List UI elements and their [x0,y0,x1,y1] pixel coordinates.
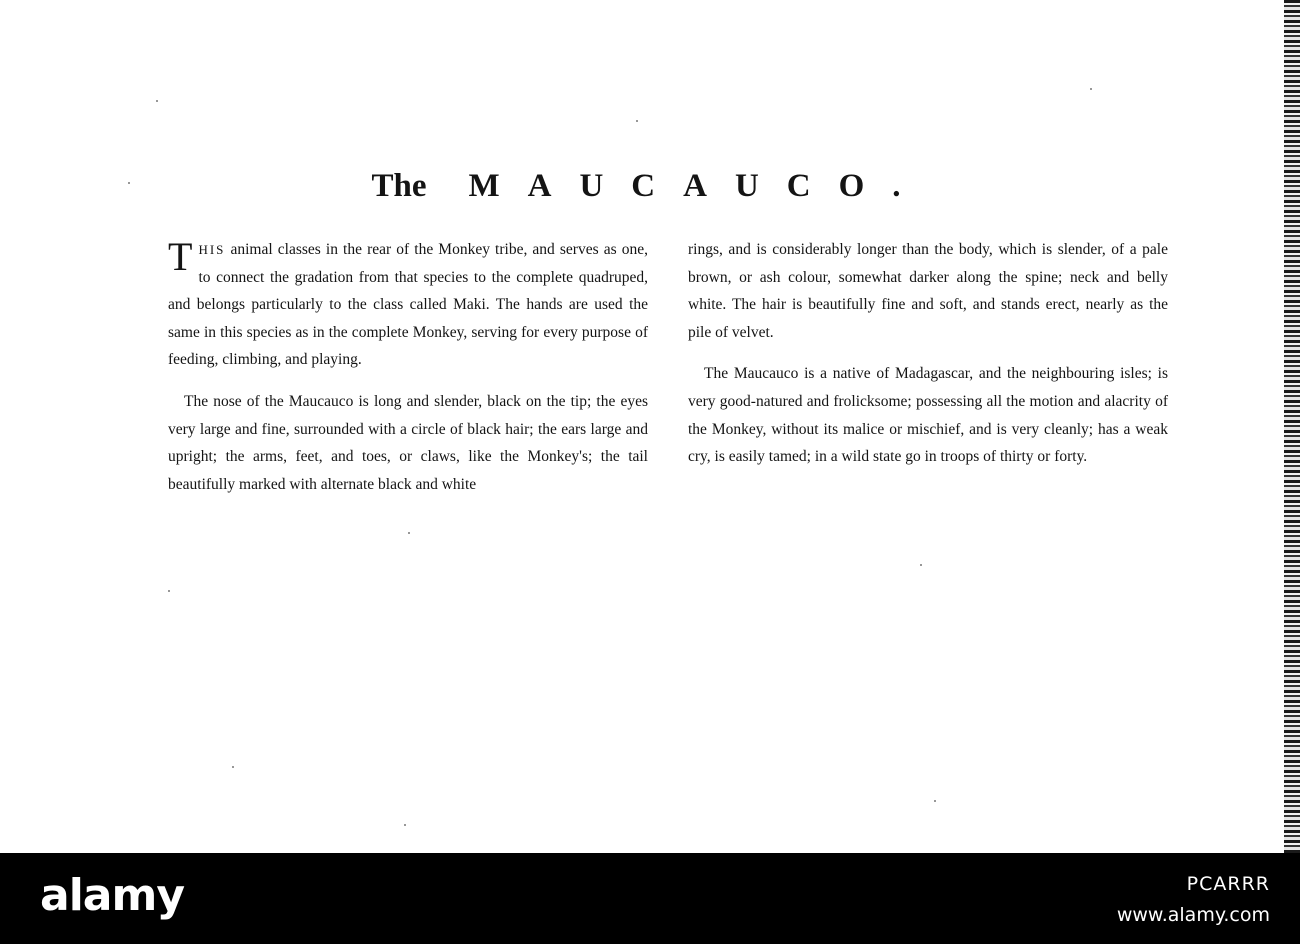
paper-speck [168,590,170,592]
decorative-page-edge [1284,0,1300,853]
title-prefix: The [371,168,427,204]
right-column [688,236,1168,471]
page-title [0,164,1300,208]
paper-speck [1090,88,1092,90]
paper-speck [636,120,638,122]
paper-speck [128,182,130,184]
left-paragraph-1 [168,236,648,374]
watermark-url: www.alamy.com [1116,904,1270,926]
image-id: PCARRR [1186,873,1270,895]
drop-cap: T [168,234,193,279]
left-paragraph-2: The nose of the Maucauco is long and slender, black on the tip; the eyes very large and fine, surrounded with a circle of black hair; the ears large and upright; the arms, feet, and toes, or claws, like the Monkey's; the tail beautifully marked with alternate black and white [168,392,648,493]
watermark-logo: alamy [40,870,184,921]
left-paragraph-1-text: animal classes in the rear of the Monkey tribe, and serves as one, to connect the gradation from that species to the complete quadruped, and belongs particularly to the class called Maki. The hands are used the same in this species as in the complete Monkey, serving for every purpose of feeding, climbing, and playing. [168,241,648,369]
paper-speck [934,800,936,802]
paper-speck [920,564,922,566]
small-caps-opening: HIS [198,242,226,257]
left-column [168,236,648,498]
paper-speck [232,766,234,768]
right-paragraph-1: rings, and is considerably longer than the body, which is slender, of a pale brown, or ash colour, somewhat darker along the spine; neck and belly white. The hair is beautifully fine and soft, and stands erect, nearly as the pile of velvet. [688,241,1168,341]
title-name: MAUCAUCO. [468,168,929,204]
paper-speck [404,824,406,826]
paper-speck [156,100,158,102]
paper-speck [408,532,410,534]
right-paragraph-2: The Maucauco is a native of Madagascar, and the neighbouring isles; is very good-natured and frolicksome; possessing all the motion and alacrity of the Monkey, without its malice or mischief, and is very cleanly; has a weak cry, is easily tamed; in a wild state go in troops of thirty or forty. [688,365,1168,466]
watermark-meta [970,872,1270,928]
